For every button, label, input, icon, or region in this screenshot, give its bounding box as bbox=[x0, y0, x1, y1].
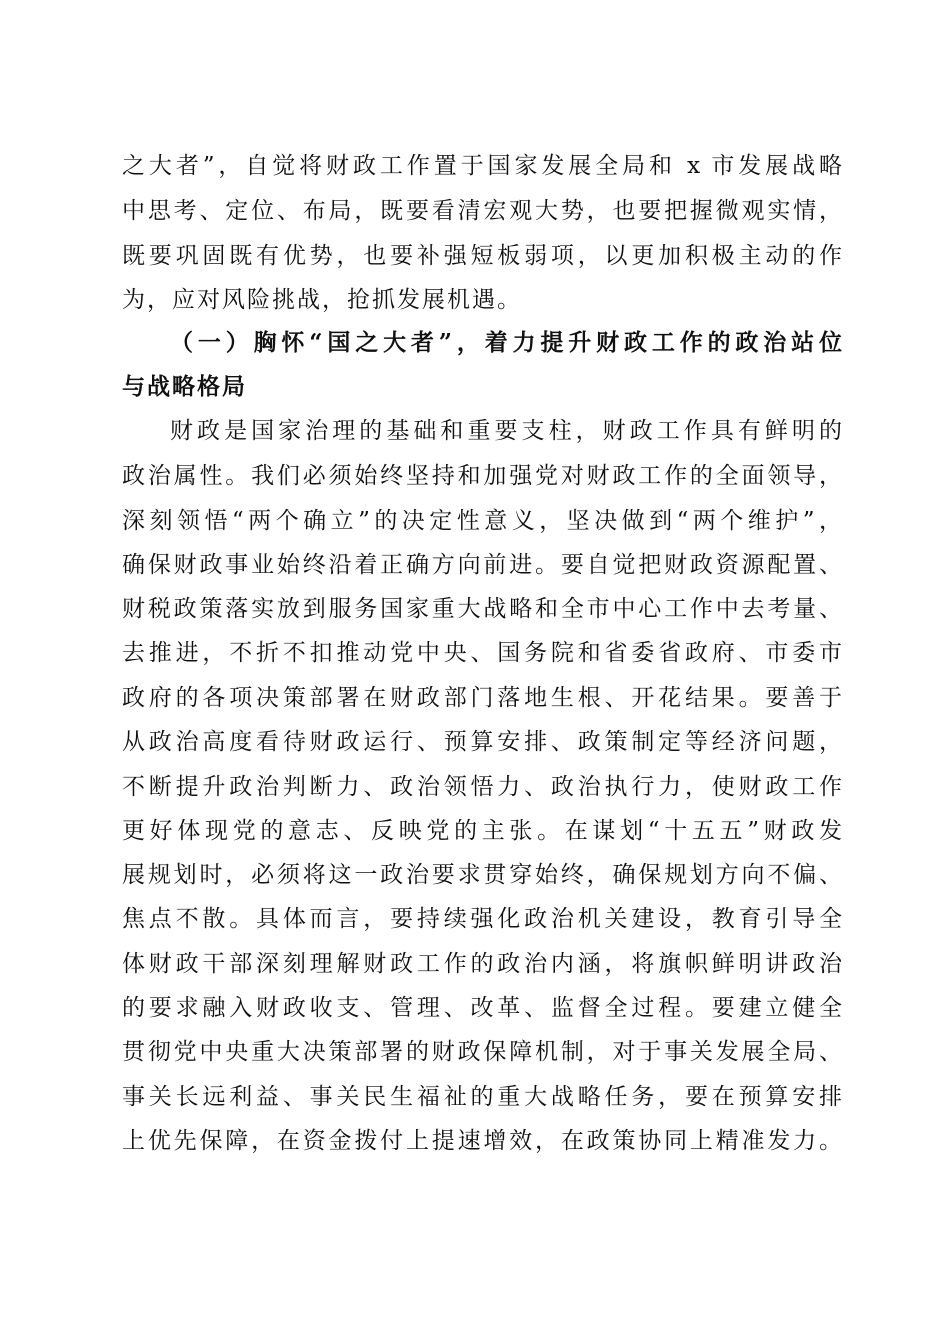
body-line-4: 确保财政事业始终沿着正确方向前进。要自觉把财政资源配置、 bbox=[122, 552, 842, 578]
intro-line-2: 中思考、定位、布局，既要看清宏观大势，也要把握微观实情， bbox=[122, 198, 842, 224]
body-line-5: 财税政策落实放到服务国家重大战略和全市中心工作中去考量、 bbox=[122, 596, 842, 622]
intro-line-1: 之大者”，自觉将财政工作置于国家发展全局和 x 市发展战略 bbox=[122, 153, 842, 179]
body-line-10: 更好体现党的意志、反映党的主张。在谋划“十五五”财政发 bbox=[122, 818, 842, 844]
section-heading-line-2: 与战略格局 bbox=[122, 373, 247, 400]
body-line-12: 焦点不散。具体而言，要持续强化政治机关建设，教育引导全 bbox=[122, 906, 842, 932]
body-line-9: 不断提升政治判断力、政治领悟力、政治执行力，使财政工作 bbox=[122, 774, 842, 800]
body-line-11: 展规划时，必须将这一政治要求贯穿始终，确保规划方向不偏、 bbox=[122, 862, 842, 888]
body-line-7: 政府的各项决策部署在财政部门落地生根、开花结果。要善于 bbox=[122, 685, 842, 711]
section-heading-line-1: （一）胸怀“国之大者”，着力提升财政工作的政治站位 bbox=[170, 329, 842, 356]
body-line-17: 上优先保障，在资金拨付上提速增效，在政策协同上精准发力。 bbox=[122, 1128, 842, 1154]
body-line-3: 深刻领悟“两个确立”的决定性意义，坚决做到“两个维护”， bbox=[122, 508, 842, 534]
body-line-13: 体财政干部深刻理解财政工作的政治内涵，将旗帜鲜明讲政治 bbox=[122, 951, 842, 977]
intro-line-4: 为，应对风险挑战，抢抓发展机遇。 bbox=[122, 287, 522, 313]
body-line-14: 的要求融入财政收支、管理、改革、监督全过程。要建立健全 bbox=[122, 995, 842, 1021]
body-line-6: 去推进，不折不扣推动党中央、国务院和省委省政府、市委市 bbox=[122, 640, 842, 666]
body-line-16: 事关长远利益、事关民生福祉的重大战略任务，要在预算安排 bbox=[122, 1084, 842, 1110]
body-line-2: 政治属性。我们必须始终坚持和加强党对财政工作的全面领导， bbox=[122, 463, 842, 489]
body-line-1: 财政是国家治理的基础和重要支柱，财政工作具有鲜明的 bbox=[170, 418, 842, 444]
body-line-15: 贯彻党中央重大决策部署的财政保障机制，对于事关发展全局、 bbox=[122, 1039, 842, 1065]
intro-line-3: 既要巩固既有优势，也要补强短板弱项，以更加积极主动的作 bbox=[122, 243, 842, 269]
body-line-8: 从政治高度看待财政运行、预算安排、政策制定等经济问题， bbox=[122, 729, 842, 755]
